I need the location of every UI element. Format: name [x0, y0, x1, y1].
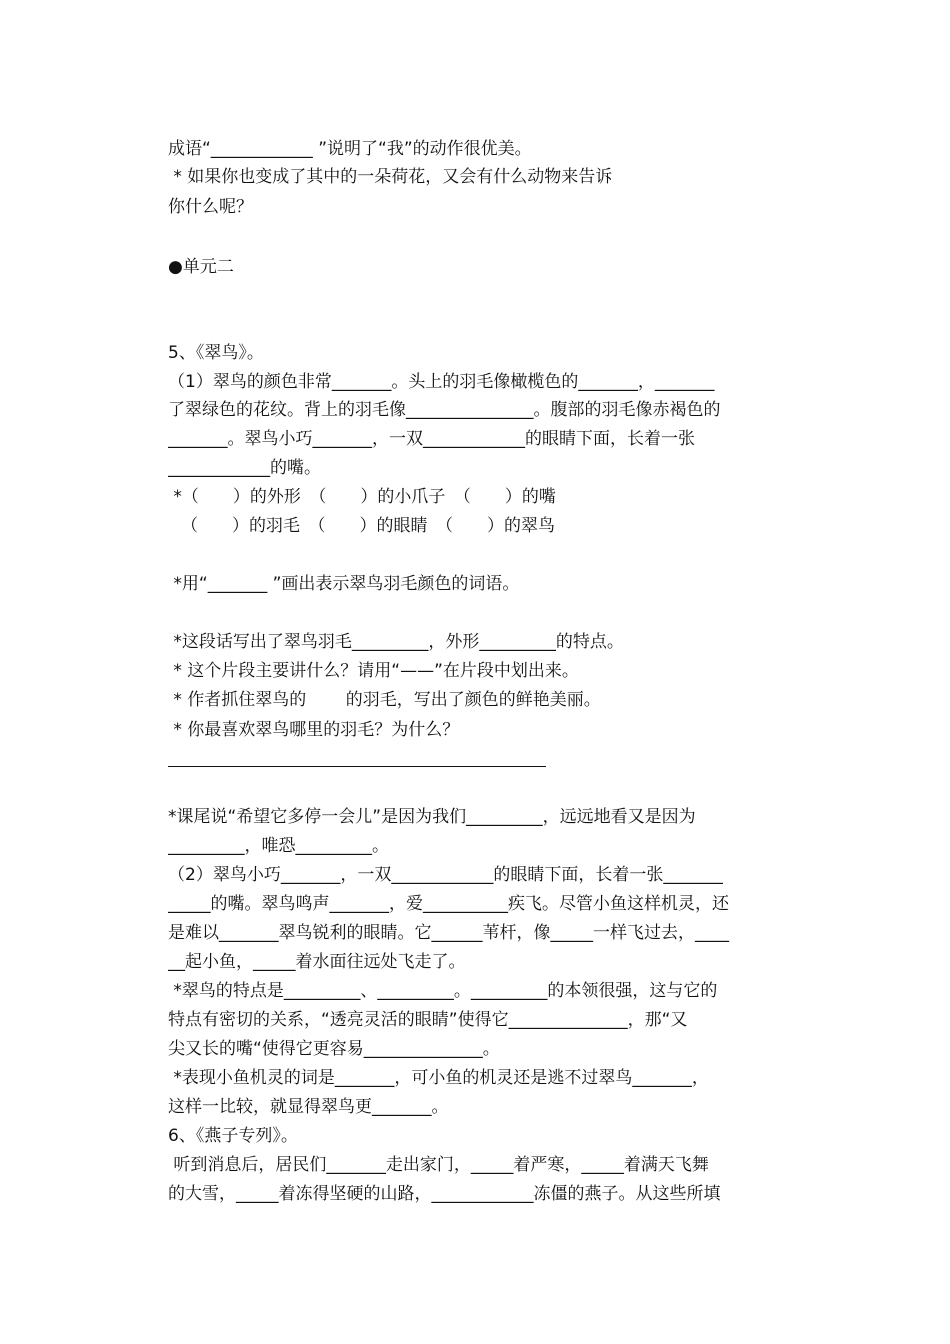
- text-line: * 作者抓住翠鸟的 的羽毛，写出了颜色的鲜艳美丽。: [168, 690, 601, 710]
- text-line: 尖又长的嘴“使得它更容易______________。: [168, 1039, 500, 1059]
- text-line: _________，唯恐_________。: [168, 836, 389, 856]
- text-line: * 如果你也变成了其中的一朵荷花，又会有什么动物来告诉: [168, 167, 613, 187]
- text-line: *用“_______ ”画出表示翠鸟羽毛颜色的词语。: [168, 574, 520, 594]
- text-line: 你什么呢？: [168, 197, 253, 217]
- text-line: *翠鸟的特点是_________、_________。_________的本领很强，这与它的: [168, 981, 718, 1001]
- text-line: 是难以_______翠鸟锐利的眼睛。它______苇杆，像_____一样飞过去，____: [168, 923, 729, 943]
- text-line: * 这个片段主要讲什么？请用“——”在片段中划出来。: [168, 661, 579, 681]
- text-line: 成语“____________ ”说明了“我”的动作很优美。: [168, 139, 532, 159]
- text-line: __起小鱼，_____着水面往远处飞走了。: [168, 952, 466, 972]
- section-heading: ●单元二: [168, 257, 234, 277]
- text-line: _____的嘴。翠鸟鸣声_______，爱__________疾飞。尽管小鱼这样机灵，还: [168, 894, 729, 914]
- text-line: 的大雪，_____着冻得坚硬的山路，____________冻僵的燕子。从这些所填: [168, 1184, 721, 1204]
- text-line: （1）翠鸟的颜色非常_______。头上的羽毛像橄榄色的_______，_______: [168, 372, 715, 392]
- text-line: *（ ）的外形 （ ）的小爪子 （ ）的嘴: [168, 487, 556, 507]
- text-line: _______。翠鸟小巧_______，一双____________的眼睛下面，长着一张: [168, 429, 695, 449]
- lesson-title: 5、《翠鸟》。: [168, 343, 264, 363]
- text-line: 这样一比较，就显得翠鸟更_______。: [168, 1097, 449, 1117]
- text-line: （ ）的羽毛 （ ）的眼睛 （ ）的翠鸟: [181, 516, 555, 536]
- answer-line: [168, 766, 546, 767]
- text-line: * 你最喜欢翠鸟哪里的羽毛？为什么？: [168, 720, 460, 740]
- text-line: 听到消息后，居民们_______走出家门，_____着严寒，_____着满天飞舞: [168, 1155, 709, 1175]
- text-line: *这段话写出了翠鸟羽毛_________，外形_________的特点。: [168, 632, 624, 652]
- lesson-title: 6、《燕子专列》。: [168, 1126, 298, 1146]
- text-line: *表现小鱼机灵的词是_______，可小鱼的机灵还是逃不过翠鸟_______，: [168, 1068, 709, 1088]
- text-line: *课尾说“希望它多停一会儿”是因为我们_________，远远地看又是因为: [168, 807, 696, 827]
- text-line: 特点有密切的关系，“透亮灵活的眼睛”使得它______________，那“又: [168, 1010, 688, 1030]
- text-line: ____________的嘴。: [168, 458, 321, 478]
- text-line: 了翠绿色的花纹。背上的羽毛像_______________。腹部的羽毛像赤褐色的: [168, 400, 721, 420]
- text-line: （2）翠鸟小巧_______，一双____________的眼睛下面，长着一张_______: [168, 865, 723, 885]
